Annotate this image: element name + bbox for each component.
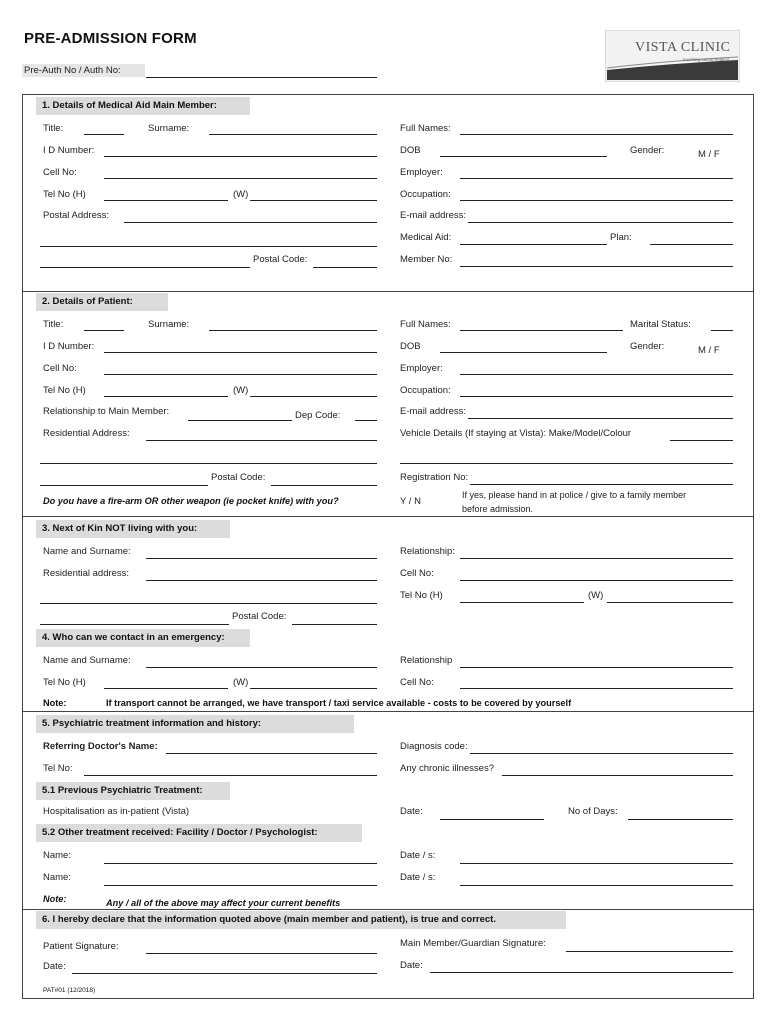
s2-marital-input[interactable] [711, 330, 733, 331]
s2-employer-label: Employer: [400, 363, 443, 374]
s2-title-input[interactable] [84, 330, 124, 331]
s2-tel-h-input[interactable] [104, 396, 228, 397]
s4-cell-label: Cell No: [400, 677, 434, 688]
s5-name2-input[interactable] [104, 885, 377, 886]
s5-chronic-label: Any chronic illnesses? [400, 763, 494, 774]
s2-depcode-input[interactable] [355, 420, 377, 421]
s5-referring-label: Referring Doctor's Name: [43, 741, 158, 752]
s1-dob-label: DOB [400, 145, 421, 156]
s6-date1-input[interactable] [72, 973, 377, 974]
s1-id-input[interactable] [104, 156, 377, 157]
s6-date2-input[interactable] [430, 972, 733, 973]
s4-tel-w-input[interactable] [250, 688, 377, 689]
s1-memberno-label: Member No: [400, 254, 453, 265]
s2-relationship-input[interactable] [188, 420, 292, 421]
s4-tel-w-label: (W) [233, 677, 249, 688]
s2-residential-label: Residential Address: [43, 428, 130, 439]
s2-dob-label: DOB [400, 341, 421, 352]
s4-tel-h-input[interactable] [104, 688, 228, 689]
s1-plan-label: Plan: [610, 232, 632, 243]
s1-dob-input[interactable] [440, 156, 607, 157]
preauth-input[interactable] [146, 77, 377, 78]
s4-note-text: If transport cannot be arranged, we have transport / taxi service available - costs to be covered by yourself [106, 698, 572, 708]
s5-dates2-input[interactable] [460, 885, 733, 886]
s5-note-label: Note: [43, 894, 67, 904]
s2-gender-label: Gender: [630, 341, 665, 352]
s1-cell-label: Cell No: [43, 167, 77, 178]
s3-cell-label: Cell No: [400, 568, 434, 579]
s1-employer-label: Employer: [400, 167, 443, 178]
s5-referring-input[interactable] [166, 753, 377, 754]
s6-date2-label: Date: [400, 960, 423, 971]
s1-title-input[interactable] [84, 134, 124, 135]
s3-name-label: Name and Surname: [43, 546, 131, 557]
s2-residential-input-3[interactable] [40, 485, 208, 486]
s1-surname-input[interactable] [209, 134, 377, 135]
s5-tel-label: Tel No: [43, 763, 73, 774]
s3-residential-input[interactable] [146, 580, 377, 581]
s4-relationship-label: Relationship [400, 655, 453, 666]
s1-gender-options[interactable]: M / F [698, 149, 720, 160]
s3-postalcode-input[interactable] [292, 624, 377, 625]
s2-surname-input[interactable] [209, 330, 377, 331]
s2-residential-input-2[interactable] [40, 463, 377, 464]
s2-tel-w-label: (W) [233, 385, 249, 396]
s3-tel-label: Tel No (H) [400, 590, 443, 601]
s6-main-sig-label: Main Member/Guardian Signature: [400, 938, 546, 949]
section-1-heading: 1. Details of Medical Aid Main Member: [36, 97, 250, 115]
s1-occupation-label: Occupation: [400, 189, 451, 200]
s5-note-text: Any / all of the above may affect your current benefits [106, 898, 341, 908]
s2-cell-label: Cell No: [43, 363, 77, 374]
s5-sub2-heading: 5.2 Other treatment received: Facility / Doctor / Psychologist: [36, 824, 362, 842]
s6-date1-label: Date: [43, 961, 66, 972]
s5-diagnosis-label: Diagnosis code: [400, 741, 468, 752]
s3-residential-input-3[interactable] [40, 624, 229, 625]
s3-tel-w-input[interactable] [607, 602, 733, 603]
s1-title-label: Title: [43, 123, 64, 134]
s3-relationship-label: Relationship: [400, 546, 455, 557]
s1-gender-label: Gender: [630, 145, 665, 156]
section-3-4-box [22, 516, 754, 712]
s3-postalcode-label: Postal Code: [232, 611, 287, 622]
s1-postal-input-3[interactable] [40, 267, 250, 268]
s3-tel-w-label: (W) [588, 590, 604, 601]
s1-surname-label: Surname: [148, 123, 190, 134]
s4-relationship-input[interactable] [460, 667, 733, 668]
s4-note-label: Note: [43, 698, 67, 708]
s2-vehicle-input-2[interactable] [400, 463, 733, 464]
s1-tel-w-input[interactable] [250, 200, 377, 201]
s2-firearm-note-2: before admission. [462, 504, 534, 514]
s1-cell-input[interactable] [104, 178, 377, 179]
s1-medicalaid-label: Medical Aid: [400, 232, 452, 243]
section-6-heading: 6. I hereby declare that the information quoted above (main member and patient), is true and correct. [36, 911, 566, 929]
s3-name-input[interactable] [146, 558, 377, 559]
s2-occupation-label: Occupation: [400, 385, 451, 396]
s1-plan-input[interactable] [650, 244, 733, 245]
s2-registration-input[interactable] [470, 484, 733, 485]
s3-tel-h-input[interactable] [460, 602, 584, 603]
section-4-heading: 4. Who can we contact in an emergency: [36, 629, 250, 647]
s4-name-label: Name and Surname: [43, 655, 131, 666]
s1-tel-h-input[interactable] [104, 200, 228, 201]
s2-cell-input[interactable] [104, 374, 377, 375]
s5-name1-label: Name: [43, 850, 71, 861]
s2-tel-label: Tel No (H) [43, 385, 86, 396]
s5-hosp-label: Hospitalisation as in-patient (Vista) [43, 806, 190, 817]
s1-fullnames-label: Full Names: [400, 123, 451, 134]
preauth-label: Pre-Auth No / Auth No: [22, 64, 145, 77]
s1-email-label: E-mail address: [400, 210, 466, 221]
s5-date-input[interactable] [440, 819, 544, 820]
s1-employer-input[interactable] [460, 178, 733, 179]
s1-postalcode-input[interactable] [313, 267, 377, 268]
s3-residential-label: Residential address: [43, 568, 130, 579]
s2-firearm-note-1: If yes, please hand in at police / give to a family member [462, 490, 687, 500]
s2-firearm-question: Do you have a fire-arm OR other weapon (ie pocket knife) with you? [43, 496, 339, 506]
s2-dob-input[interactable] [440, 352, 607, 353]
s6-patient-sig-input[interactable] [146, 953, 377, 954]
page-title: PRE-ADMISSION FORM [24, 30, 197, 47]
s1-postal-label: Postal Address: [43, 210, 110, 221]
s2-registration-label: Registration No: [400, 472, 469, 483]
s2-surname-label: Surname: [148, 319, 190, 330]
s5-dates1-label: Date / s: [400, 850, 436, 861]
s3-cell-input[interactable] [460, 580, 733, 581]
s2-fullnames-label: Full Names: [400, 319, 451, 330]
s3-residential-input-2[interactable] [40, 603, 377, 604]
s1-medicalaid-input[interactable] [460, 244, 607, 245]
s2-email-label: E-mail address: [400, 406, 466, 417]
s5-dates1-input[interactable] [460, 863, 733, 864]
s6-patient-sig-label: Patient Signature: [43, 941, 119, 952]
s2-firearm-yn[interactable]: Y / N [400, 496, 421, 507]
s2-residential-input[interactable] [146, 440, 377, 441]
s1-tel-w-label: (W) [233, 189, 249, 200]
s1-memberno-input[interactable] [460, 266, 733, 267]
s4-cell-input[interactable] [460, 688, 733, 689]
s1-id-label: I D Number: [43, 145, 95, 156]
s3-relationship-input[interactable] [460, 558, 733, 559]
s5-days-label: No of Days: [568, 806, 618, 817]
section-3-heading: 3. Next of Kin NOT living with you: [36, 520, 230, 538]
s2-gender-options[interactable]: M / F [698, 345, 720, 356]
s2-id-label: I D Number: [43, 341, 95, 352]
s2-fullnames-input[interactable] [460, 330, 623, 331]
s4-tel-label: Tel No (H) [43, 677, 86, 688]
s5-sub1-heading: 5.1 Previous Psychiatric Treatment: [36, 782, 230, 800]
s2-occupation-input[interactable] [460, 396, 733, 397]
s2-relationship-label: Relationship to Main Member: [43, 406, 170, 417]
form-code: PAT#01 (12/2018) [43, 987, 96, 994]
logo-text: VISTA CLINIC [635, 40, 731, 55]
clinic-logo [605, 30, 740, 82]
s2-employer-input[interactable] [460, 374, 733, 375]
logo-tagline: touching caring healing [683, 57, 730, 62]
s5-tel-input[interactable] [84, 775, 377, 776]
s2-postalcode-label: Postal Code: [211, 472, 266, 483]
s4-name-input[interactable] [146, 667, 377, 668]
s1-postalcode-label: Postal Code: [253, 254, 308, 265]
s2-vehicle-input[interactable] [670, 440, 733, 441]
s1-postal-input-2[interactable] [40, 246, 377, 247]
s2-postalcode-input[interactable] [271, 485, 377, 486]
s6-main-sig-input[interactable] [566, 951, 733, 952]
s2-title-label: Title: [43, 319, 64, 330]
s5-chronic-input[interactable] [502, 775, 733, 776]
s2-tel-w-input[interactable] [250, 396, 377, 397]
s2-vehicle-label: Vehicle Details (If staying at Vista): Make/Model/Colour [400, 428, 632, 439]
s5-diagnosis-input[interactable] [470, 753, 733, 754]
s1-email-input[interactable] [468, 222, 733, 223]
section-2-heading: 2. Details of Patient: [36, 293, 168, 311]
s5-days-input[interactable] [628, 819, 733, 820]
s1-occupation-input[interactable] [460, 200, 733, 201]
s5-dates2-label: Date / s: [400, 872, 436, 883]
s5-date-label: Date: [400, 806, 423, 817]
s1-tel-label: Tel No (H) [43, 189, 86, 200]
s5-name2-label: Name: [43, 872, 71, 883]
s2-marital-label: Marital Status: [630, 319, 691, 330]
s1-postal-input[interactable] [124, 222, 377, 223]
s2-email-input[interactable] [468, 418, 733, 419]
s2-depcode-label: Dep Code: [295, 410, 341, 421]
s5-name1-input[interactable] [104, 863, 377, 864]
s1-fullnames-input[interactable] [460, 134, 733, 135]
section-1-box [22, 94, 754, 292]
s2-id-input[interactable] [104, 352, 377, 353]
section-5-heading: 5. Psychiatric treatment information and history: [36, 715, 354, 733]
